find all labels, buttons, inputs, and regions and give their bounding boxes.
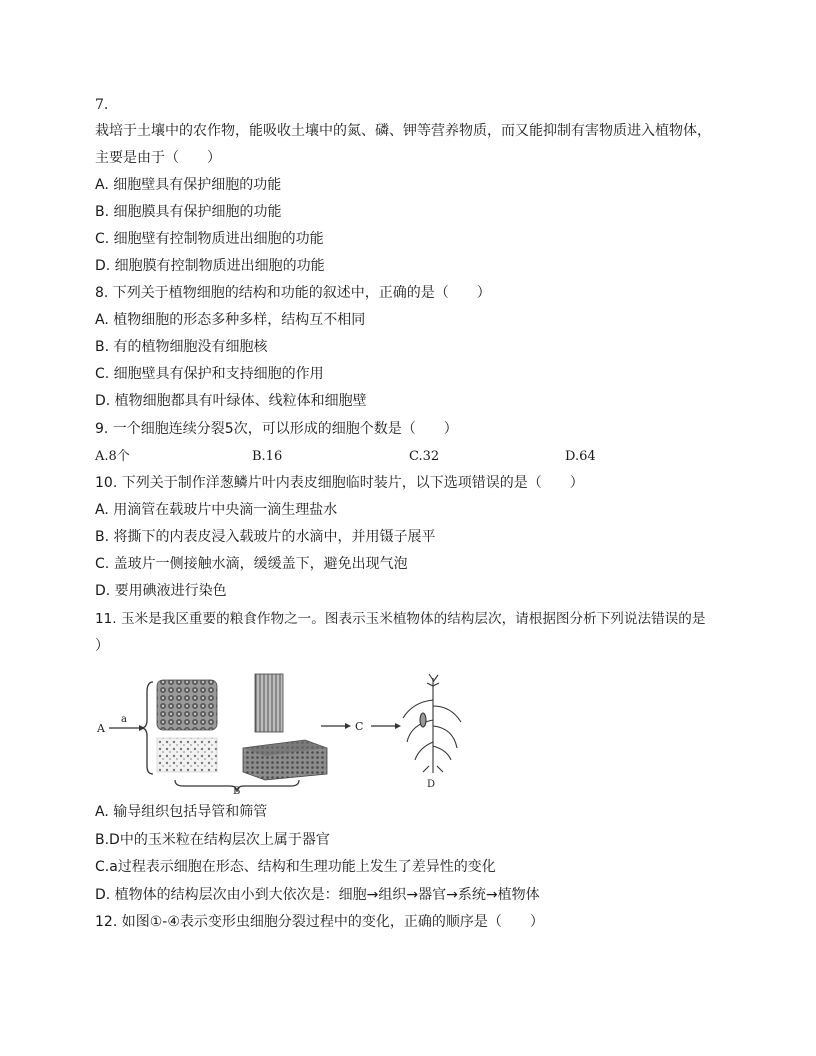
q11-stem-line2: ） xyxy=(95,638,109,654)
q7-option-c: C. 细胞壁有控制物质进出细胞的功能 xyxy=(95,231,324,247)
q7-option-a: A. 细胞壁具有保护细胞的功能 xyxy=(95,177,282,193)
q7-stem-line2: 主要是由于（ ） xyxy=(95,150,221,166)
q8-option-c: C. 细胞壁具有保护和支持细胞的作用 xyxy=(95,366,324,382)
protective-tissue-image xyxy=(157,680,217,730)
q8-option-d: D. 植物细胞都具有叶绿体、线粒体和细胞壁 xyxy=(95,393,367,409)
q8-option-b: B. 有的植物细胞没有细胞核 xyxy=(95,339,268,355)
q7-option-b: B. 细胞膜具有保护细胞的功能 xyxy=(95,204,282,220)
q11-option-d: D. 植物体的结构层次由小到大依次是：细胞→组织→器官→系统→植物体 xyxy=(95,887,540,903)
corn-structure-diagram xyxy=(95,670,475,795)
corn-structure-figure xyxy=(95,670,475,795)
q11-stem-line1: 11. 玉米是我区重要的粮食作物之一。图表示玉米植物体的结构层次，请根据图分析下列说法错误的是 xyxy=(95,611,706,627)
q10-stem: 10. 下列关于制作洋葱鳞片叶内表皮细胞临时装片，以下选项错误的是（ ） xyxy=(95,475,584,491)
q9-option-d: D.64 xyxy=(565,449,596,464)
figure-label-B: B xyxy=(233,786,241,795)
figure-label-a: a xyxy=(121,714,127,725)
brace-left xyxy=(141,682,153,774)
q7-option-d: D. 细胞膜有控制物质进出细胞的功能 xyxy=(95,258,325,274)
q11-option-c: C.a过程表示细胞在形态、结构和生理功能上发生了差异性的变化 xyxy=(95,859,496,875)
figure-label-D: D xyxy=(427,779,436,790)
q10-option-b: B. 将撕下的内表皮浸入载玻片的水滴中，并用镊子展平 xyxy=(95,529,436,545)
conducting-tissue-image xyxy=(255,674,283,732)
q12-stem: 12. 如图①-④表示变形虫细胞分裂过程中的变化，正确的顺序是（ ） xyxy=(95,914,544,930)
q11-option-b: B.D中的玉米粒在结构层次上属于器官 xyxy=(95,832,330,848)
q11-option-a: A. 输导组织包括导管和筛管 xyxy=(95,804,268,820)
q10-option-c: C. 盖玻片一侧接触水滴，缓缓盖下，避免出现气泡 xyxy=(95,556,408,572)
q7-stem-line1: 栽培于土壤中的农作物，能吸收土壤中的氮、磷、钾等营养物质，而又能抑制有害物质进入植物体， xyxy=(95,123,711,139)
q9-option-a: A.8个 xyxy=(95,449,130,464)
corn-plant-drawing xyxy=(403,674,461,773)
q8-stem: 8. 下列关于植物细胞的结构和功能的叙述中，正确的是（ ） xyxy=(95,285,491,301)
q9-option-b: B.16 xyxy=(252,449,283,464)
q7-number: 7. xyxy=(95,97,109,113)
nutrient-tissue-image xyxy=(157,738,217,772)
q10-option-a: A. 用滴管在载玻片中央滴一滴生理盐水 xyxy=(95,502,338,518)
q9-stem: 9. 一个细胞连续分裂5次，可以形成的细胞个数是（ ） xyxy=(95,421,458,437)
q9-option-c: C.32 xyxy=(409,449,440,464)
q8-option-a: A. 植物细胞的形态多种多样，结构互不相同 xyxy=(95,312,366,328)
q10-option-d: D. 要用碘液进行染色 xyxy=(95,583,227,599)
figure-label-C: C xyxy=(355,720,364,733)
figure-label-A: A xyxy=(97,722,105,735)
